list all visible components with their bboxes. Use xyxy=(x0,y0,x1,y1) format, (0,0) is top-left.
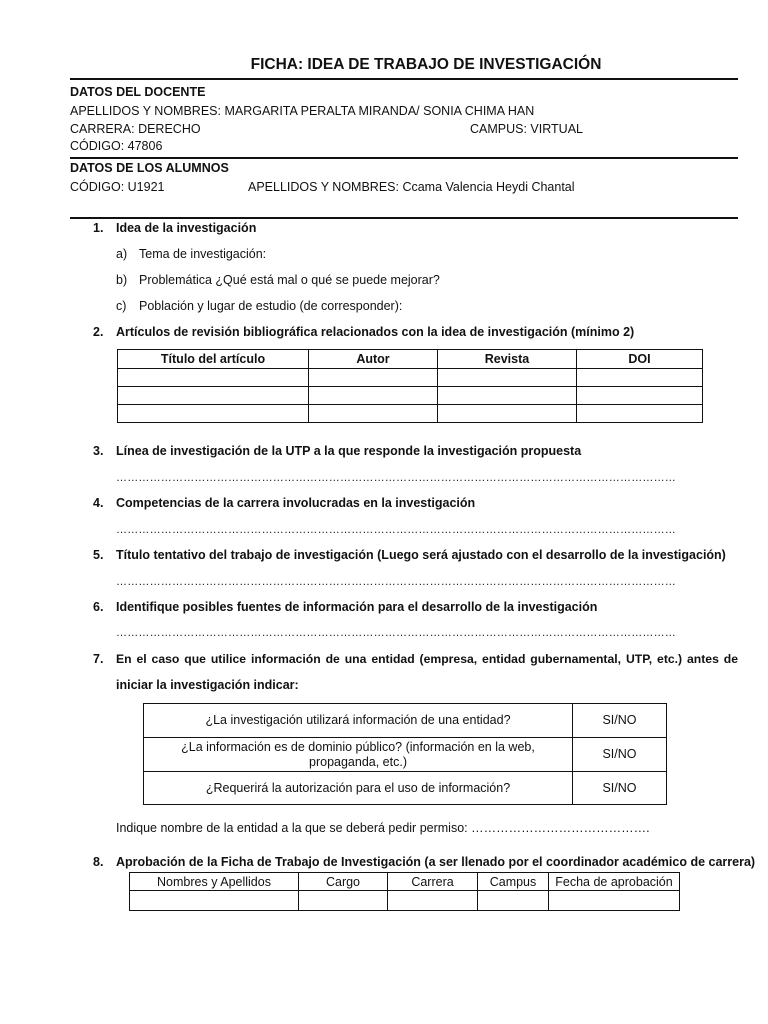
alumno-codigo: CÓDIGO: U1921 xyxy=(70,180,165,194)
section-number: 3. xyxy=(93,444,104,458)
question-line: propaganda, etc.) xyxy=(309,754,407,769)
section-3-title: Línea de investigación de la UTP a la que responde la investigación propuesta xyxy=(116,444,582,458)
docente-campus: CAMPUS: VIRTUAL xyxy=(470,122,583,136)
table-cell[interactable] xyxy=(309,405,438,423)
column-header: Fecha de aprobación xyxy=(549,873,680,891)
docente-carrera: CARRERA: DERECHO xyxy=(70,122,201,136)
table-header-row xyxy=(130,873,680,891)
column-header: Autor xyxy=(309,350,438,369)
table-cell[interactable] xyxy=(118,405,309,423)
section-number: 8. xyxy=(93,855,104,869)
divider xyxy=(70,78,738,80)
section-1-title: Idea de la investigación xyxy=(116,221,257,235)
table-cell[interactable] xyxy=(438,405,577,423)
question-cell: ¿La investigación utilizará información de una entidad? xyxy=(144,704,573,738)
page-title: FICHA: IDEA DE TRABAJO DE INVESTIGACIÓN xyxy=(250,56,602,73)
column-header: Título del artículo xyxy=(118,350,309,369)
table-row xyxy=(130,891,680,911)
table-cell[interactable] xyxy=(438,369,577,387)
column-header: Revista xyxy=(438,350,577,369)
section-number: 5. xyxy=(93,548,104,562)
table-cell[interactable] xyxy=(118,369,309,387)
table-row xyxy=(144,772,667,805)
docente-heading: DATOS DEL DOCENTE xyxy=(70,85,206,99)
section-number: 4. xyxy=(93,496,104,510)
column-header: Nombres y Apellidos xyxy=(130,873,299,891)
table-cell[interactable] xyxy=(549,891,680,911)
table-header-row xyxy=(118,350,703,369)
answer-dotted-line[interactable]: …………………………………………………………………………………………………………………………………… xyxy=(116,524,676,536)
table-cell[interactable] xyxy=(388,891,478,911)
alumnos-heading: DATOS DE LOS ALUMNOS xyxy=(70,161,229,175)
answer-dotted-line[interactable]: …………………………………………………………………………………………………………………………………… xyxy=(116,627,676,639)
entity-table xyxy=(143,703,667,805)
answer-cell[interactable]: SI/NO xyxy=(573,772,667,805)
divider xyxy=(70,217,738,219)
table-cell[interactable] xyxy=(118,387,309,405)
section-number: 1. xyxy=(93,221,104,235)
item-letter: c) xyxy=(116,299,127,313)
approval-table xyxy=(129,872,680,911)
answer-dotted-line[interactable]: …………………………………………………………………………………………………………………………………… xyxy=(116,576,676,588)
docente-nombres: APELLIDOS Y NOMBRES: MARGARITA PERALTA MIRANDA/ SONIA CHIMA HAN xyxy=(70,104,535,118)
table-cell[interactable] xyxy=(577,369,703,387)
table-row xyxy=(118,405,703,423)
section-7-line2: iniciar la investigación indicar: xyxy=(116,678,299,692)
table-row xyxy=(118,369,703,387)
section-8-title: Aprobación de la Ficha de Trabajo de Investigación (a ser llenado por el coordinador académico de carrera) xyxy=(116,855,756,869)
answer-cell[interactable]: SI/NO xyxy=(573,704,667,738)
section-2-title: Artículos de revisión bibliográfica relacionados con la idea de investigación (mínimo 2) xyxy=(116,325,635,339)
table-row xyxy=(144,704,667,738)
section-4-title: Competencias de la carrera involucradas en la investigación xyxy=(116,496,476,510)
docente-codigo: CÓDIGO: 47806 xyxy=(70,139,163,153)
item-text: Población y lugar de estudio (de corresponder): xyxy=(139,299,403,313)
item-text: Tema de investigación: xyxy=(139,247,267,261)
section-7-line1: En el caso que utilice información de una entidad (empresa, entidad gubernamental, UTP, etc.) antes de xyxy=(116,652,738,666)
divider xyxy=(70,157,738,159)
item-text: Problemática ¿Qué está mal o qué se puede mejorar? xyxy=(139,273,440,287)
table-cell[interactable] xyxy=(299,891,388,911)
answer-dotted-line[interactable]: …………………………………………………………………………………………………………………………………… xyxy=(116,472,676,484)
column-header: Cargo xyxy=(299,873,388,891)
item-letter: b) xyxy=(116,273,128,287)
column-header: DOI xyxy=(577,350,703,369)
table-row xyxy=(144,738,667,772)
question-line: ¿La información es de dominio público? (información en la web, xyxy=(181,739,535,754)
item-letter: a) xyxy=(116,247,128,261)
alumno-nombres: APELLIDOS Y NOMBRES: Ccama Valencia Heydi Chantal xyxy=(248,180,575,194)
table-cell[interactable] xyxy=(309,369,438,387)
answer-cell[interactable]: SI/NO xyxy=(573,738,667,772)
table-cell[interactable] xyxy=(309,387,438,405)
section-number: 2. xyxy=(93,325,104,339)
table-row xyxy=(118,387,703,405)
question-cell: ¿Requerirá la autorización para el uso de información? xyxy=(144,772,573,805)
column-header: Carrera xyxy=(388,873,478,891)
table-cell[interactable] xyxy=(130,891,299,911)
section-number: 6. xyxy=(93,600,104,614)
articles-table xyxy=(117,349,703,423)
question-cell xyxy=(144,738,573,772)
section-5-title: Título tentativo del trabajo de investigación (Luego será ajustado con el desarrollo de la investigación) xyxy=(116,548,726,562)
table-cell[interactable] xyxy=(577,405,703,423)
section-6-title: Identifique posibles fuentes de información para el desarrollo de la investigación xyxy=(116,600,598,614)
table-cell[interactable] xyxy=(577,387,703,405)
column-header: Campus xyxy=(478,873,549,891)
table-cell[interactable] xyxy=(438,387,577,405)
table-cell[interactable] xyxy=(478,891,549,911)
permiso-line: Indique nombre de la entidad a la que se deberá pedir permiso: ……………………………………. xyxy=(116,821,650,835)
section-number: 7. xyxy=(93,652,104,666)
